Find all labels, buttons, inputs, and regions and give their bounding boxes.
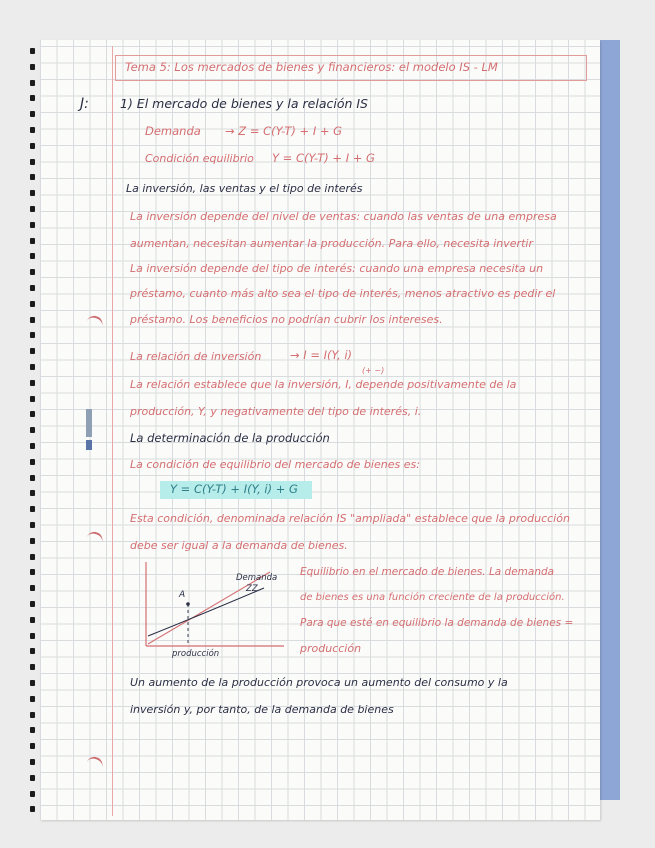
binding-hole — [30, 253, 35, 259]
binding-hole — [30, 585, 35, 591]
binding-hole — [30, 80, 35, 86]
binding-hole — [30, 538, 35, 544]
graph-point-a — [186, 602, 190, 606]
binding-hole — [30, 696, 35, 702]
graph-x-label: producción — [172, 649, 220, 659]
relation-text-line2: producción, Y, y negativamente del tipo de interés, i. — [130, 405, 422, 418]
binding-hole — [30, 159, 35, 165]
graph-text-line3: Para que esté en equilibrio la demanda de bienes = — [300, 617, 574, 629]
binding-hole — [30, 190, 35, 196]
equilibrium-formula: Y = C(Y-T) + I + G — [272, 151, 375, 165]
binding-hole — [30, 727, 35, 733]
graph-text-line1: Equilibrio en el mercado de bienes. La demanda — [300, 566, 555, 578]
binding-hole — [30, 206, 35, 212]
graph-text-line4: producción — [300, 642, 362, 655]
binding-hole — [30, 633, 35, 639]
margin-line — [112, 46, 113, 816]
page-tab-sticker-mark — [86, 440, 92, 450]
demand-formula: → Z = C(Y-T) + I + G — [225, 124, 343, 138]
binding-hole — [30, 222, 35, 228]
binding-hole — [30, 380, 35, 386]
subheading-investment: La inversión, las ventas y el tipo de interés — [126, 182, 363, 195]
condition-para-line2: debe ser igual a la demanda de bienes. — [130, 539, 348, 552]
binding-hole — [30, 664, 35, 670]
graph-curve-label-2: ZZ — [246, 584, 258, 594]
highlight-formula: Y = C(Y-T) + I(Y, i) + G — [170, 482, 298, 496]
binding-hole — [30, 285, 35, 291]
relation-signs: (+ −) — [362, 366, 385, 375]
relation-formula: → I = I(Y, i) — [290, 348, 353, 362]
binding-hole — [30, 680, 35, 686]
binding-hole — [30, 522, 35, 528]
binding-hole — [30, 648, 35, 654]
binding-hole — [30, 743, 35, 749]
page-tab-sticker — [86, 409, 92, 437]
binding-hole — [30, 443, 35, 449]
binding-hole — [30, 127, 35, 133]
para2-line2: préstamo, cuanto más alto sea el tipo de interés, menos atractivo es pedir el — [130, 287, 556, 300]
relation-label: La relación de inversión — [130, 350, 262, 363]
binding-hole — [30, 506, 35, 512]
binding-hole — [30, 48, 35, 54]
binding-hole — [30, 269, 35, 275]
binding-hole — [30, 396, 35, 402]
binding-hole — [30, 617, 35, 623]
binding-hole — [30, 601, 35, 607]
binding-hole — [30, 317, 35, 323]
binding-hole — [30, 301, 35, 307]
binding-hole — [30, 569, 35, 575]
binding-hole — [30, 332, 35, 338]
binding-hole — [30, 775, 35, 781]
binding-hole — [30, 490, 35, 496]
para2-line3: préstamo. Los beneficios no podrían cubrir los intereses. — [130, 313, 443, 326]
demand-label: Demanda — [145, 124, 201, 138]
binding-hole — [30, 554, 35, 560]
binding-hole — [30, 411, 35, 417]
binding-hole — [30, 712, 35, 718]
binding-hole — [30, 759, 35, 765]
equilibrium-label: Condición equilibrio — [145, 152, 254, 165]
binding-hole — [30, 143, 35, 149]
binding-hole — [30, 459, 35, 465]
binding-hole — [30, 806, 35, 812]
heading-production: La determinación de la producción — [130, 431, 330, 445]
binding-hole — [30, 475, 35, 481]
binding-hole — [30, 111, 35, 117]
section-heading: 1) El mercado de bienes y la relación IS — [120, 96, 368, 111]
final-line2: inversión y, por tanto, de la demanda de bienes — [130, 703, 394, 716]
binding-hole — [30, 64, 35, 70]
para2-line1: La inversión depende del tipo de interés: cuando una empresa necesita un — [130, 262, 544, 275]
binding-hole — [30, 791, 35, 797]
para1-line2: aumentan, necesitan aumentar la producción. Para ello, necesita invertir — [130, 237, 533, 250]
binding-hole — [30, 95, 35, 101]
graph-curve-label: Demanda — [236, 573, 278, 583]
binding-hole — [30, 427, 35, 433]
binding-hole — [30, 348, 35, 354]
margin-marker: J: — [80, 96, 89, 112]
binding-hole — [30, 364, 35, 370]
page-title: Tema 5: Los mercados de bienes y financieros: el modelo IS - LM — [125, 60, 498, 74]
graph-text-line2: de bienes es una función creciente de la producción. — [300, 592, 565, 603]
binding-hole — [30, 238, 35, 244]
graph-point-label: A — [179, 590, 186, 600]
para1-line1: La inversión depende del nivel de ventas: cuando las ventas de una empresa — [130, 210, 557, 223]
relation-text-line1: La relación establece que la inversión, I, depende positivamente de la — [130, 378, 517, 391]
condition-text: La condición de equilibrio del mercado de bienes es: — [130, 458, 420, 471]
final-line1: Un aumento de la producción provoca un aumento del consumo y la — [130, 676, 508, 689]
binding-hole — [30, 174, 35, 180]
condition-para-line1: Esta condición, denominada relación IS "ampliada" establece que la producción — [130, 512, 570, 525]
graph-demand-curve — [148, 588, 264, 636]
